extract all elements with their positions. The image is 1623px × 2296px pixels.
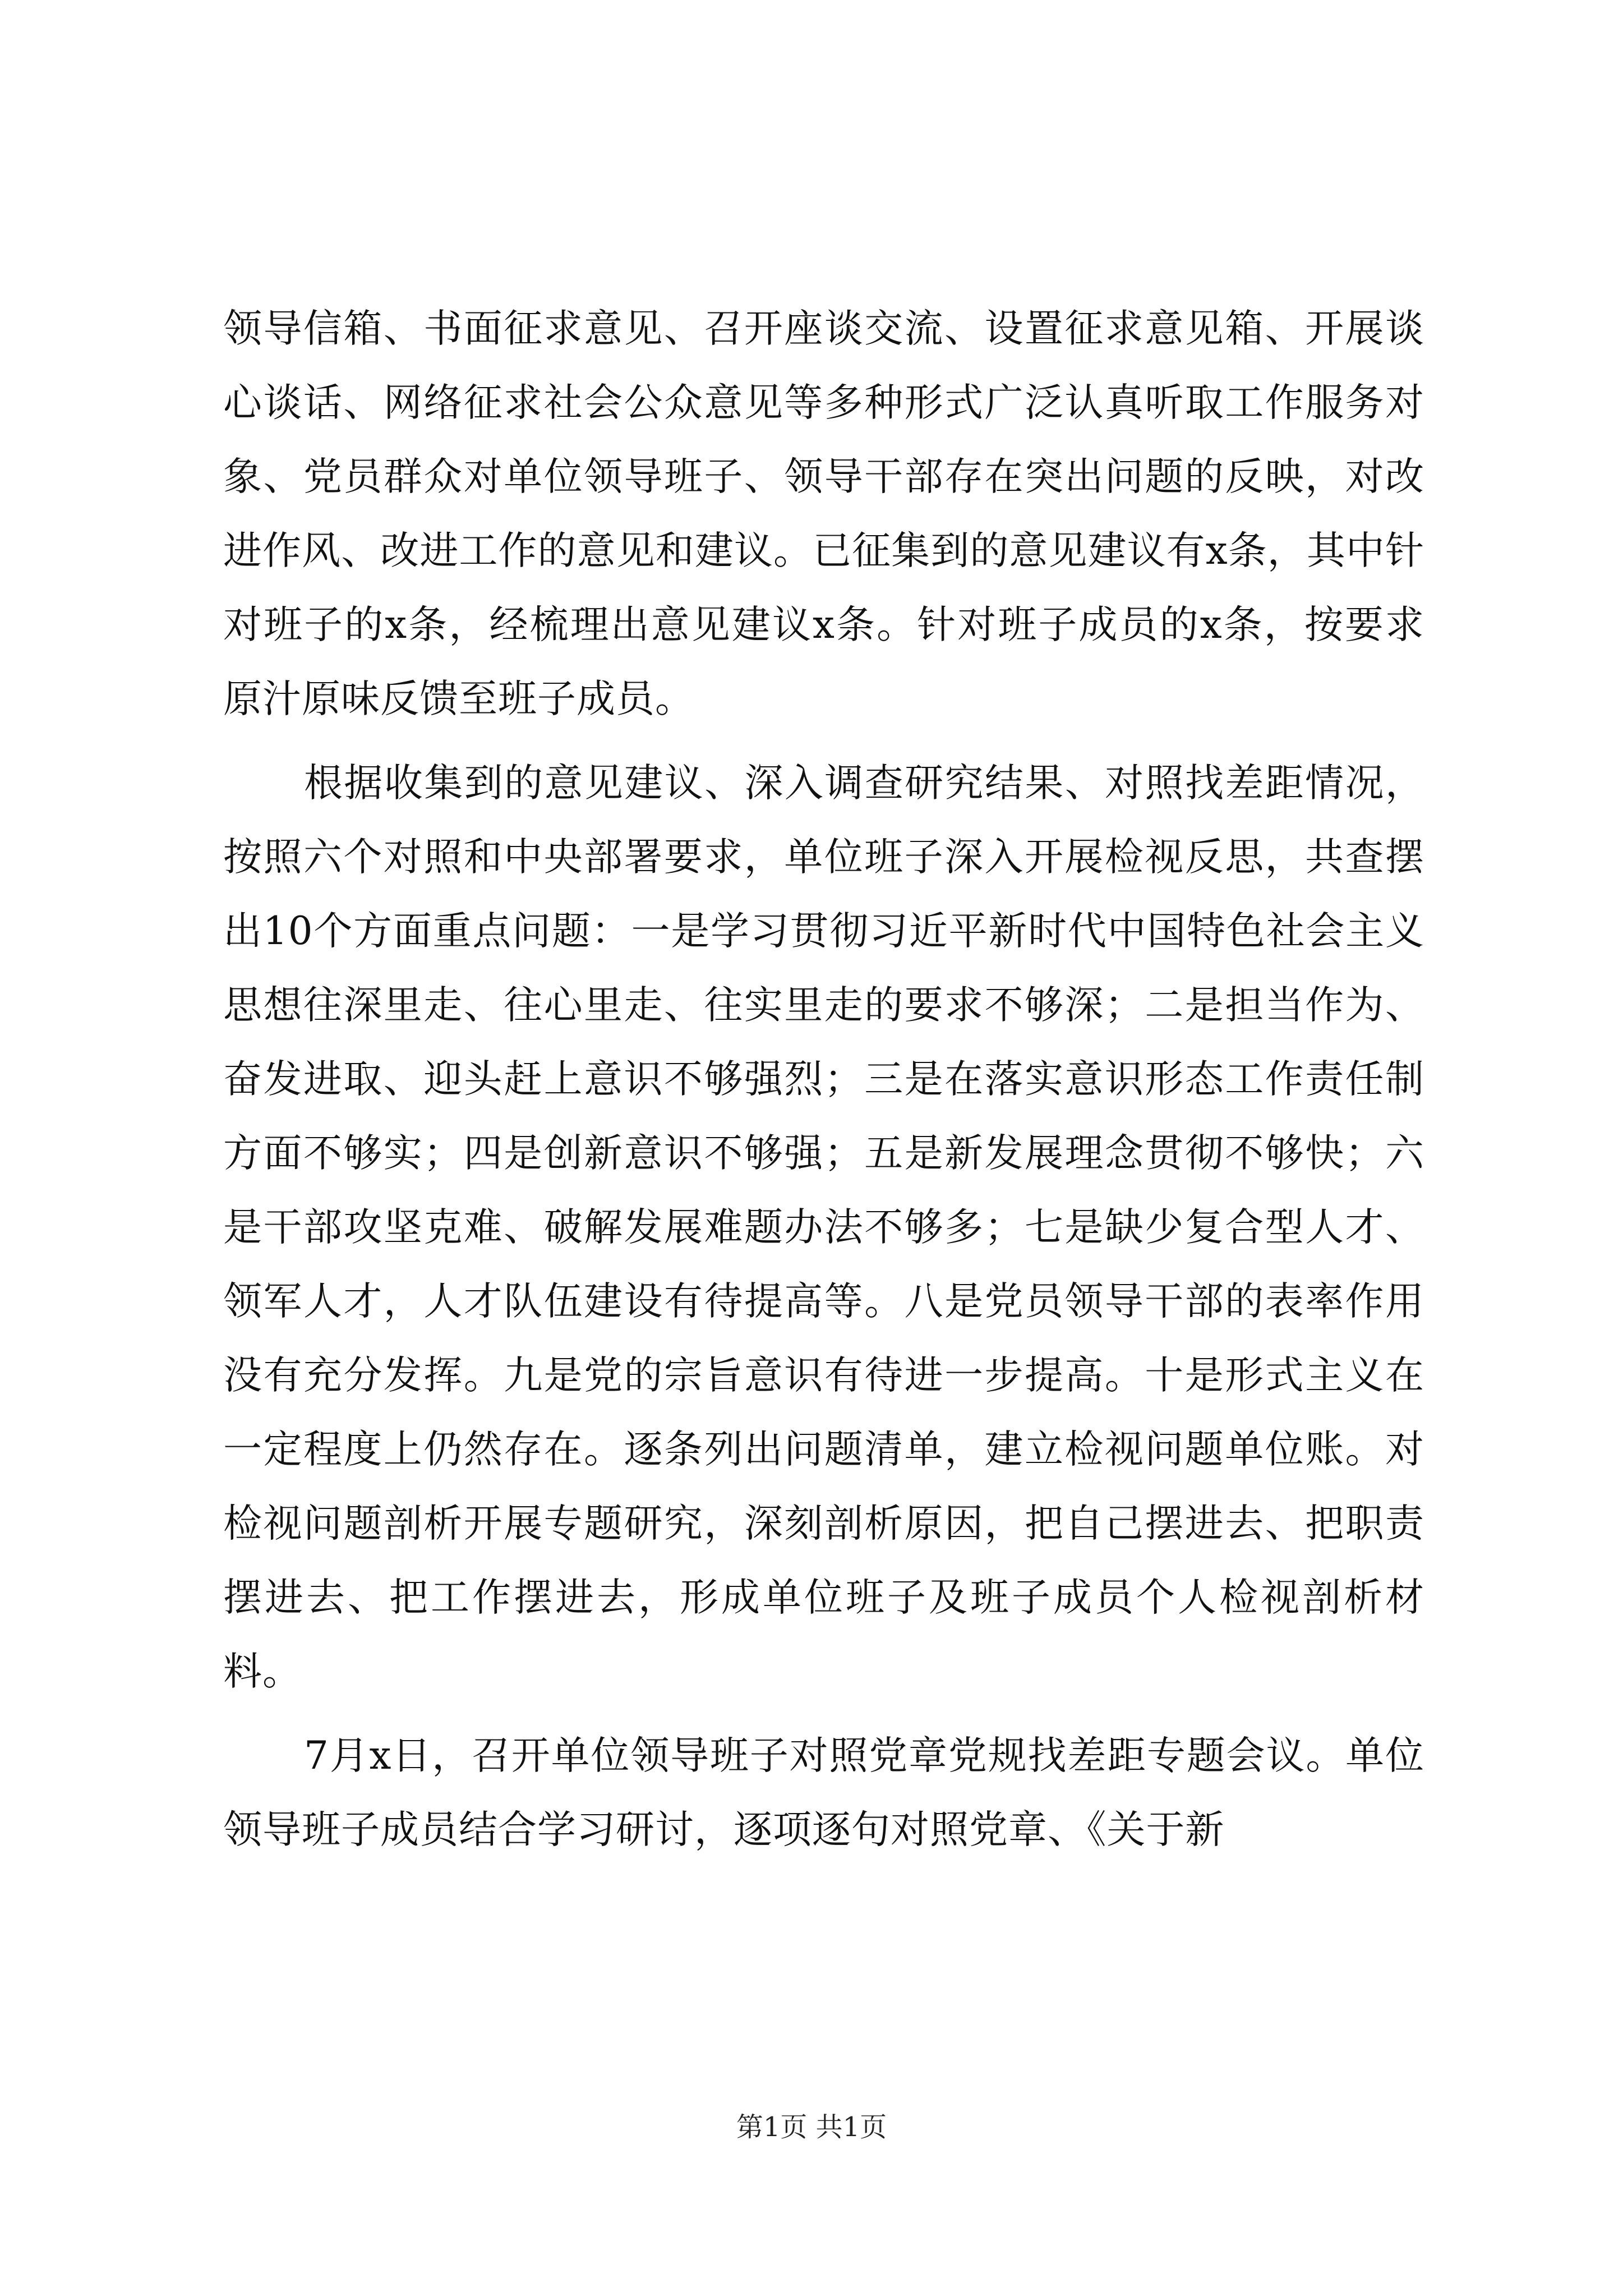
paragraph-1: 领导信箱、书面征求意见、召开座谈交流、设置征求意见箱、开展谈心谈话、网络征求社会公众意见等多种形式广泛认真听取工作服务对象、党员群众对单位领导班子、领导干部存在突出问题的反映，对改进作风、改进工作的意见和建议。已征集到的意见建议有x条，其中针对班子的x条，经梳理出意见建议x条。针对班子成员的x条，按要求原汁原味反馈至班子成员。 [223, 306, 1424, 721]
document-body [223, 292, 1424, 1867]
page-footer: 第1页 共1页 [736, 2111, 887, 2143]
paragraph-2: 根据收集到的意见建议、深入调查研究结果、对照找差距情况，按照六个对照和中央部署要求，单位班子深入开展检视反思，共查摆出10个方面重点问题：一是学习贯彻习近平新时代中国特色社会主义思想往深里走、往心里走、往实里走的要求不够深；二是担当作为、奋发进取、迎头赶上意识不够强烈；三是在落实意识形态工作责任制方面不够实；四是创新意识不够强；五是新发展理念贯彻不够快；六是干部攻坚克难、破解发展难题办法不够多；七是缺少复合型人才、领军人才，人才队伍建设有待提高等。八是党员领导干部的表率作用没有充分发挥。九是党的宗旨意识有待进一步提高。十是形式主义在一定程度上仍然存在。逐条列出问题清单，建立检视问题单位账。对检视问题剖析开展专题研究，深刻剖析原因，把自己摆进去、把职责摆进去、把工作摆进去，形成单位班子及班子成员个人检视剖析材料。 [223, 761, 1424, 1694]
paragraph-3: 7月x日，召开单位领导班子对照党章党规找差距专题会议。单位领导班子成员结合学习研讨，逐项逐句对照党章、《关于新 [223, 1733, 1424, 1852]
